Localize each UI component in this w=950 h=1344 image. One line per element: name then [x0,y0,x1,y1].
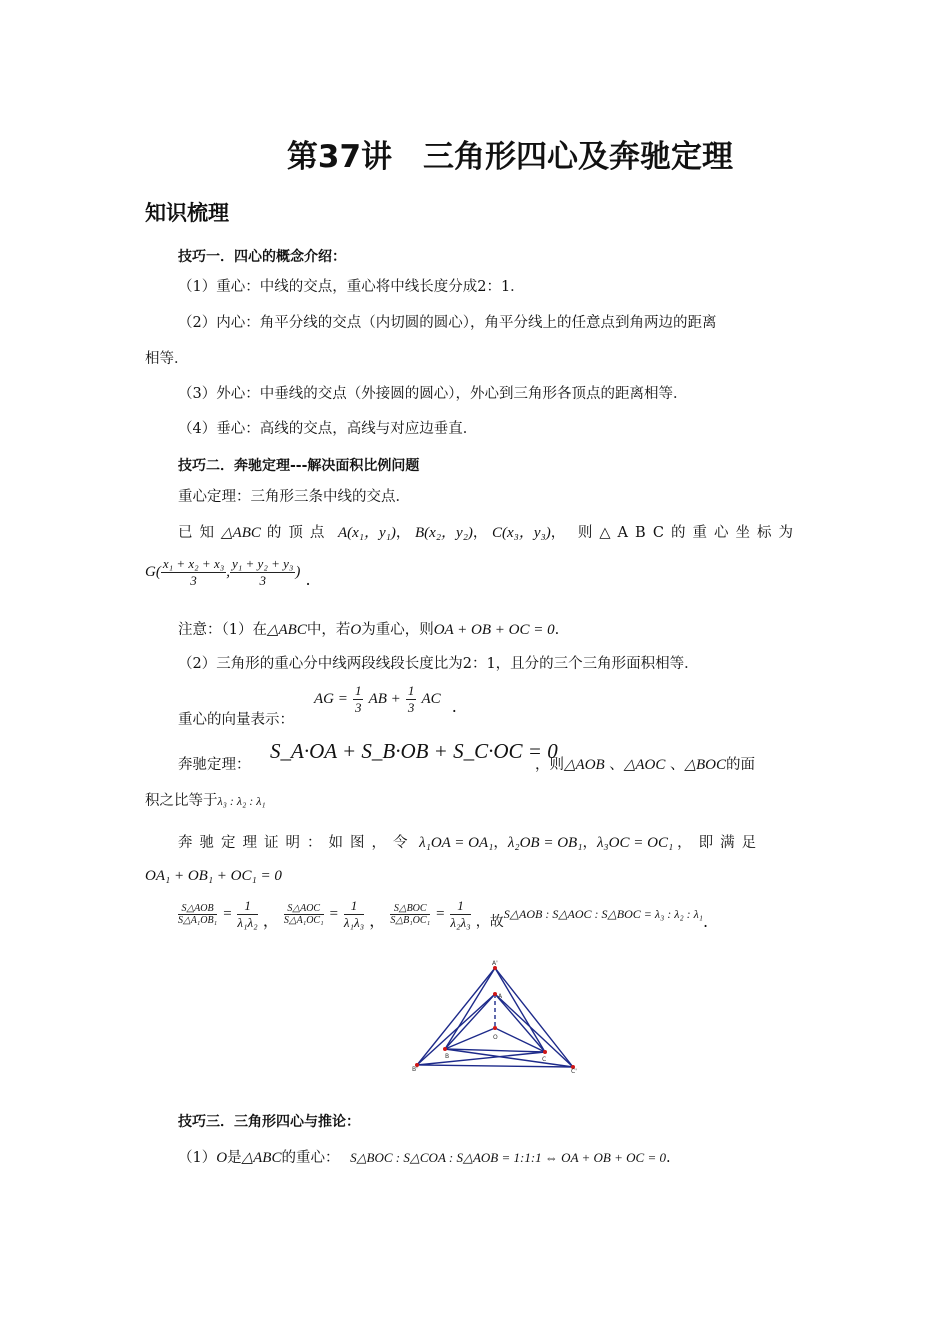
tip3-item1-centroid: 的重心： [281,1150,340,1166]
known-prefix: 已知 [178,525,221,541]
point-a: A(x₁，y₁) [337,525,396,541]
note-is-centroid: 为重心，则 [361,622,434,638]
centroid-num-y: y₁ + y₂ + y₃ [232,556,294,571]
known-vertices-line: 已知△ABC 的顶点 A(x₁，y₁)， B(x₂，y₂)， C(x₃，y₃)， 则△ABC的重心坐标为 [178,525,801,541]
benz-ratio-prefix: 积之比等于 [145,793,218,809]
tip3-heading: 技巧三．三角形四心与推论： [178,1114,360,1130]
ratio2-rhs-den: λ₁λ₃ [343,915,365,930]
tri-aob: △AOB [564,757,605,773]
triangle-abc: △ABC [221,525,261,541]
note-vector-eq: OA + OB + OC = 0 [433,622,555,638]
point-c-dot [543,1050,547,1054]
point-o-dot [493,1026,497,1030]
centroid-den-x: 3 [190,573,197,588]
ratio3-rhs-den: λ₂λ₃ [450,915,471,930]
proof-eq2: λ₂OB = OB₁ [507,835,583,851]
vector-repr-ac: AC [421,691,441,707]
ratio2-den: S△A₁OC₁ [283,915,324,926]
note-line: 注意：（1）在△ABC中，若O为重心，则OA + OB + OC = 0. [178,622,560,638]
label-b: B [445,1053,450,1060]
note-point-o: O [350,622,362,638]
vector-frac-den-1: 3 [354,700,362,715]
proof-label: 奔驰定理证明：如图，令 [178,835,415,851]
vector-frac-num-2: 1 [407,683,415,698]
vector-repr-label: 重心的向量表示： [178,712,294,728]
benz-ratio-line [145,791,266,811]
tip3-item1-is: 是 [227,1150,242,1166]
tip3-item1-formula: S△BOC : S△COA : S△AOB = 1:1:1 ⇔ OA + OB + OC = 0 [350,1150,666,1165]
point-a-dot [493,992,497,996]
ratio1-rhs-den: λ₁λ₂ [237,915,258,930]
note2: （2）三角形的重心分中线两段线段长度比为2：1，且分的三个三角形面积相等． [178,656,699,672]
tip3-item1: （1）O是△ABC的重心： S△BOC : S△COA : S△AOB = 1:1:1 ⇔ OA + OB + OC = 0. [178,1150,671,1166]
ratio3-num: S△BOC [390,903,430,915]
tip1-item4: （4）垂心：高线的交点，高线与对应边垂直． [178,421,478,437]
tri-boc: △BOC [684,757,727,773]
tip1-item1: （1）重心：中线的交点，重心将中线长度分成2：1． [178,279,525,295]
line-a1-b [445,968,495,1049]
ratio3-rhs-num: 1 [450,898,470,915]
benz-theorem-figure [405,960,585,1075]
point-c: C(x₃，y₃) [492,525,551,541]
ratio1-den: S△A₁OB₁ [178,915,218,926]
tip1-heading: 技巧一．四心的概念介绍： [178,249,346,265]
benz-area-suffix: 的面 [726,757,756,773]
final-ratio: S△AOB : S△AOC : S△BOC = λ₃ : λ₂ : λ₁ [503,907,703,921]
benz-then: ，则 [535,757,564,773]
then-centroid: 则△ABC的重心坐标为 [577,525,801,541]
label-c1: C' [571,1068,577,1075]
label-c: C [542,1056,547,1063]
label-a1: A' [492,960,498,967]
page-title: 第37讲 三角形四心及奔驰定理 [286,139,734,175]
benz-label: 奔驰定理： [178,757,251,773]
segment-ob [445,1028,495,1049]
vector-repr-formula: AG = $\frac{1}{3}$ AB + $\frac{1}{3}$ AC . [314,683,457,716]
benz-formula: S_A·OA + S_B·OB + S_C·OC = 0 [270,739,558,763]
benz-area-line: ，则△AOB 、△AOC 、△BOC的面 [535,757,756,773]
vector-repr-lhs: AG = [314,691,348,707]
tri-aoc: △AOC [623,757,666,773]
note-triangle: △ABC [266,622,307,638]
tip3-item1-o: O [216,1150,228,1166]
tip1-item2-line1: （2）内心：角平分线的交点（内切圆的圆心），角平分线上的任意点到角两边的距离 [178,315,717,331]
centroid-num-x: x₁ + x₂ + x₃ [162,556,225,571]
vector-frac-den-2: 3 [407,700,415,715]
centroid-definition: 重心定理：三角形三条中线的交点． [178,489,410,505]
centroid-formula-prefix: G( [145,564,161,580]
proof-eq3: λ₃OC = OC₁ [596,835,674,851]
point-b-dot [443,1047,447,1051]
tip3-item1-prefix: （1） [178,1150,217,1166]
vector-frac-num-1: 1 [354,683,362,698]
proof-sum: OA₁ + OB₁ + OC₁ = 0 [145,868,282,884]
point-b: B(x₂，y₂) [415,525,473,541]
ratio3-den: S△B₁OC₁ [390,915,431,926]
ratio-line: $\frac{\text{S△AOB}}{\text{S△A₁OB₁}}$ = $\frac{1}{\text{λ₁λ₂}}$ ， $\frac{\text{S△AOC}}{\text{S△A₁OC₁}}$ = $\frac{1}{\text{λ₁λ₃}}$ ， $\frac{\text{S△BOC}}{\text{S△B₁OC₁}}$ = $\frac{1}{\text{λ₂λ₃}}$ ，故S△AOB : S△AOC : S△BOC = λ₃ : λ₂ : λ₁. [178,898,709,931]
tip3-item1-tri: △ABC [241,1150,282,1166]
label-a: A [498,993,503,1000]
tip1-item2-line2: 相等． [145,351,189,367]
ratio1-num: S△AOB [178,903,217,915]
proof-eq1: λ₁OA = OA₁ [419,835,494,851]
note-middle: 中，若 [306,622,351,638]
vertices-label: 的顶点 [266,525,332,541]
section-heading: 知识梳理 [145,201,229,225]
centroid-formula: G( $\frac{\text{x₁ + x₂ + x₃}}{3}$ , $\frac{\text{y₁ + y₂ + y₃}}{3}$ ) . [145,556,311,589]
proof-satisfy: ，即满足 [677,835,764,851]
ratio1-rhs-num: 1 [237,898,257,915]
line-c1-b [445,1049,573,1067]
benz-ratio: λ₃ : λ₂ : λ₁ [217,794,266,808]
ratio2-num: S△AOC [284,903,324,915]
label-o: O [493,1034,498,1041]
centroid-den-y: 3 [259,573,266,588]
proof-line: 奔驰定理证明：如图，令 λ₁OA = OA₁，λ₂OB = OB₁，λ₃OC = OC₁ ，即满足 [178,835,764,851]
therefore: ，故 [475,914,504,930]
ratio2-rhs-num: 1 [344,898,364,915]
vector-repr-ab: AB + [368,691,401,707]
tip2-heading: 技巧二．奔驰定理---解决面积比例问题 [178,458,420,474]
note-prefix: 注意：（1）在 [178,622,267,638]
tip1-item3: （3）外心：中垂线的交点（外接圆的圆心），外心到三角形各顶点的距离相等． [178,386,688,402]
label-b1: B' [412,1066,418,1073]
